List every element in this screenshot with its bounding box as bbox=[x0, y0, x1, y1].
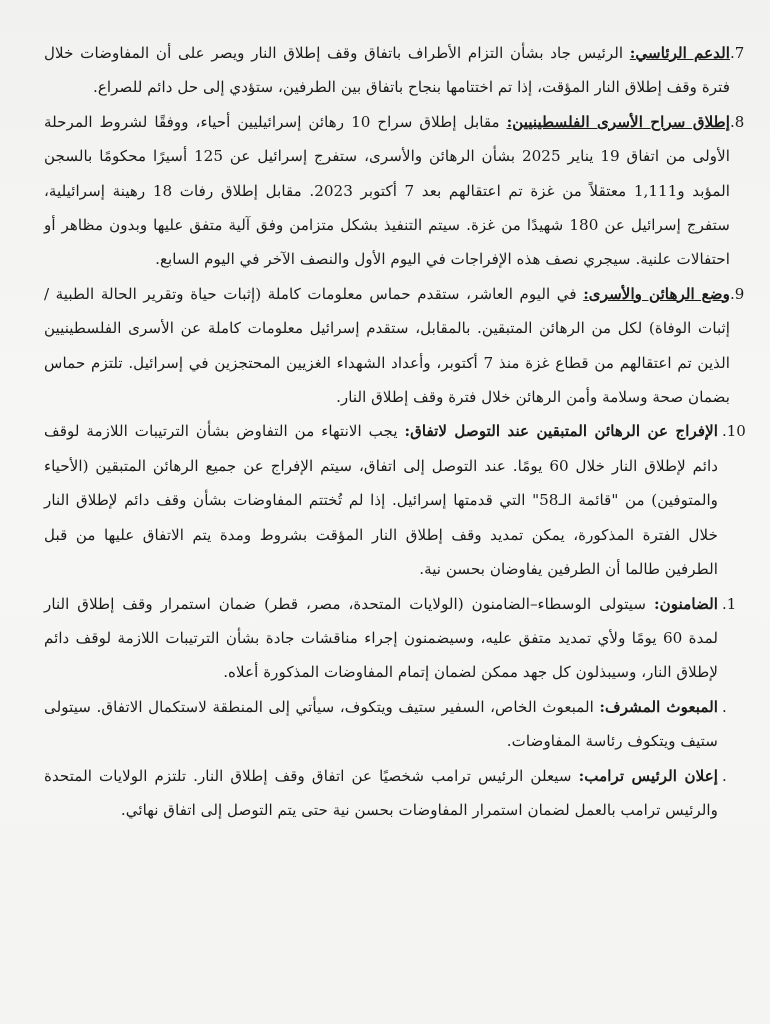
clause-text: يجب الانتهاء من التفاوض بشأن الترتيبات اللازمة لوقف دائم لإطلاق النار خلال 60 يومًا. عند التوصل إلى اتفاق، سيتم الإفراج عن جميع الرهائن المتبقين (الأحياء والمتوفين) من "قائمة الـ58" التي قدمتها إسرائيل. إذا لم تُختتم المفاوضات بشأن وقف دائم لإطلاق النار خلال الفترة المذكورة، يمكن تمديد وقف إطلاق النار المؤقت بشروط ومدة يتم الاتفاق عليها من قبل الطرفين طالما أن الطرفين يفاوضان بحسن نية. bbox=[44, 422, 719, 579]
clause-number: .1 bbox=[722, 594, 737, 613]
clause-text: سيعلن الرئيس ترامب شخصيًا عن اتفاق وقف إطلاق النار. تلتزم الولايات المتحدة والرئيس ترامب بالعمل لضمان استمرار المفاوضات بحسن نية حتى يتم التوصل إلى اتفاق نهائي. bbox=[44, 766, 718, 819]
clause-number: .9 bbox=[730, 284, 745, 303]
document-body bbox=[44, 36, 756, 827]
clause-text: سيتولى الوسطاء–الضامنون (الولايات المتحدة، مصر، قطر) ضمان استمرار وقف إطلاق النار لمدة 60 يومًا ولأي تمديد متفق عليه، وسيضمنون إجراء مناقشات جادة بشأن الترتيبات اللازمة لوقف دائم لإطلاق النار، وسيبذلون كل جهد ممكن لضمان إتمام المفاوضات المذكورة أعلاه. bbox=[44, 594, 718, 682]
clause-number: .8 bbox=[730, 112, 745, 131]
clause-heading: وضع الرهائن والأسرى: bbox=[583, 284, 730, 303]
clause-heading: الإفراج عن الرهائن المتبقين عند التوصل لاتفاق: bbox=[404, 422, 718, 441]
clause-text: الرئيس جاد بشأن التزام الأطراف باتفاق وقف إطلاق النار ويصر على أن المفاوضات خلال فترة وقف إطلاق النار المؤقت، إذا تم اختتامها بنجاح باتفاق بين الطرفين، ستؤدي إلى حل دائم للصراع. bbox=[44, 44, 730, 97]
clause-number: . bbox=[722, 766, 727, 785]
clause-13 bbox=[44, 759, 727, 828]
clause-10 bbox=[44, 414, 746, 586]
clause-number: .7 bbox=[730, 44, 745, 62]
clause-heading: الدعم الرئاسي: bbox=[629, 44, 730, 62]
clause-heading: إطلاق سراح الأسرى الفلسطينيين: bbox=[506, 112, 730, 131]
clause-12 bbox=[44, 690, 727, 759]
clause-text: المبعوث الخاص، السفير ستيف ويتكوف، سيأتي إلى المنطقة لاستكمال الاتفاق. سيتولى ستيف ويتكوف رئاسة المفاوضات. bbox=[44, 697, 718, 751]
clause-text: مقابل إطلاق سراح 10 رهائن إسرائيليين أحياء، ووفقًا لشروط المرحلة الأولى من اتفاق 19 يناير 2025 بشأن الرهائن والأسرى، ستفرج إسرائيل عن 125 أسيرًا محكومًا بالسجن المؤبد و1,111 معتقلاً من غزة تم اعتقالهم بعد 7 أكتوبر 2023. مقابل إطلاق رفات 18 رهينة إسرائيلية، ستفرج إسرائيل عن 180 شهيدًا من غزة. سيتم التنفيذ بشكل متزامن وفق آلية متفق عليها وبدون مظاهر أو احتفالات علنية. سيجري نصف هذه الإفراجات في اليوم الأول والنصف الآخر في اليوم السابع. bbox=[44, 112, 730, 269]
clause-11 bbox=[44, 587, 737, 690]
clause-heading: إعلان الرئيس ترامب: bbox=[578, 766, 719, 785]
clause-7 bbox=[44, 36, 745, 105]
clause-9 bbox=[44, 277, 745, 415]
clause-8 bbox=[44, 105, 745, 277]
clause-heading: الضامنون: bbox=[654, 594, 718, 613]
clause-heading: المبعوث المشرف: bbox=[599, 697, 718, 716]
clause-number: . bbox=[722, 697, 727, 716]
clause-text: في اليوم العاشر، ستقدم حماس معلومات كاملة (إثبات حياة وتقرير الحالة الطبية / إثبات الوفاة) لكل من الرهائن المتبقين. بالمقابل، ستقدم إسرائيل معلومات كاملة عن الأسرى الفلسطينيين الذين تم اعتقالهم من قطاع غزة منذ 7 أكتوبر، وأعداد الشهداء الغزيين المحتجزين في إسرائيل. تلتزم حماس بضمان صحة وسلامة وأمن الرهائن خلال فترة وقف إطلاق النار. bbox=[44, 284, 730, 407]
clause-number: .10 bbox=[722, 422, 746, 441]
